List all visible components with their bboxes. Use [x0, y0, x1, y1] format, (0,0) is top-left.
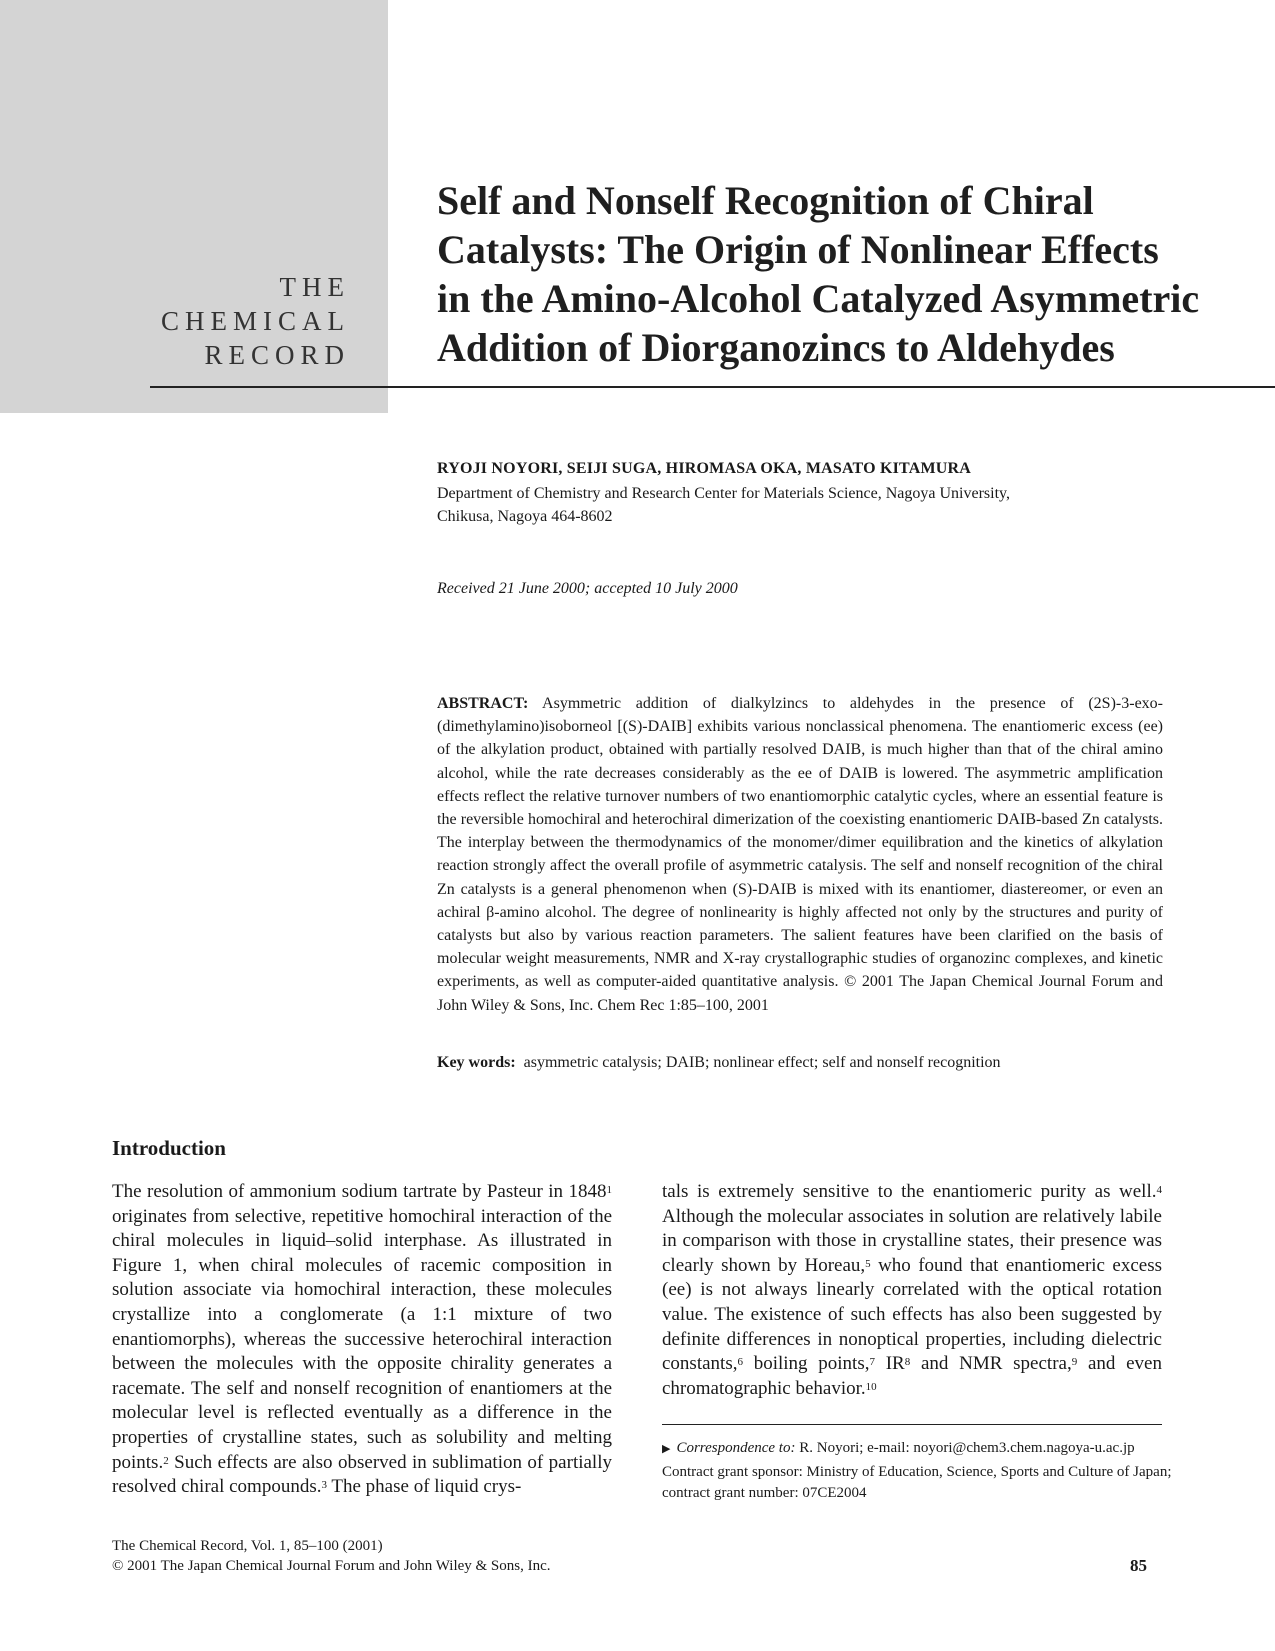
affiliation-line: Department of Chemistry and Research Center for Materials Science, Nagoya University,	[437, 485, 1010, 502]
body-text: IR	[874, 1353, 905, 1375]
introduction-column-left	[112, 1180, 612, 1500]
affiliation-line: Chikusa, Nagoya 464-8602	[437, 508, 613, 525]
keywords-text: asymmetric catalysis; DAIB; nonlinear effect; self and nonself recognition	[523, 1054, 1001, 1071]
body-text: originates from selective, repetitive homochiral interaction of the chiral molecules in liquid–solid interphase. As illustrated in Figure 1, when chiral molecules of racemic composition in solution associate via homochiral interaction, these molecules crystallize into a conglomerate (a 1:1 mixture of two enantiomorphs), whereas the successive heterochiral interaction between the molecules with the opposite chirality generates a racemate. The self and nonself recognition of enantiomers at the molecular level is reflected eventually as a difference in the properties of crystalline states, such as solubility and melting points.	[112, 1205, 612, 1473]
abstract	[437, 692, 1163, 1017]
reference-mark: 7	[869, 1356, 875, 1369]
abstract-label: ABSTRACT:	[437, 695, 529, 712]
footer-copyright: © 2001 The Japan Chemical Journal Forum and John Wiley & Sons, Inc.	[112, 1558, 551, 1574]
body-text: Such effects are also observed in sublimation of partially resolved chiral compounds.	[112, 1451, 612, 1498]
section-heading-introduction: Introduction	[112, 1136, 226, 1160]
abstract-text: Asymmetric addition of dialkylzincs to aldehydes in the presence of (2S)-3-exo-(dimethylamino)isoborneol [(S)-DAIB] exhibits various nonclassical phenomena. The enantiomeric excess (ee) of the alkylation product, obtained with partially resolved DAIB, is much higher than that of the chiral amino alcohol, while the rate decreases considerably as the ee of DAIB is lowered. The asymmetric amplification effects reflect the relative turnover numbers of two enantiomorphic catalytic cycles, where an essential feature is the reversible homochiral and heterochiral dimerization of the coexisting enantiomeric DAIB-based Zn catalysts. The interplay between the thermodynamics of the monomer/dimer equilibration and the kinetics of alkylation reaction strongly affect the overall profile of asymmetric catalysis. The self and nonself recognition of the chiral Zn catalysts is a general phenomenon when (S)-DAIB is mixed with its enantiomer, diastereomer, or even an achiral β-amino alcohol. The degree of nonlinearity is highly affected not only by the structures and purity of catalysts but also by various reaction parameters. The salient features have been clarified on the basis of molecular weight measurements, NMR and X-ray crystallographic studies of organozinc complexes, and kinetic experiments, as well as computer-aided quantitative analysis. © 2001 The Japan Chemical Journal Forum and John Wiley & Sons, Inc. Chem Rec 1:85–100, 2001	[437, 695, 1163, 1014]
reference-mark: 10	[865, 1380, 877, 1393]
body-text: and NMR spectra,	[910, 1353, 1072, 1375]
reference-mark: 2	[163, 1454, 169, 1467]
journal-logo-line: CHEMICAL	[161, 306, 350, 336]
journal-logo-line: THE	[279, 272, 350, 302]
correspondence-label: Correspondence to:	[676, 1440, 796, 1456]
received-dates: Received 21 June 2000; accepted 10 July 2000	[437, 580, 738, 597]
reference-mark: 4	[1156, 1184, 1162, 1196]
body-text: Although the molecular associates in solution are relatively labile in comparison with those in crystalline states, their presence was clearly shown by Horeau,	[662, 1205, 1162, 1276]
journal-logo	[110, 270, 350, 372]
title-line: Self and Nonself Recognition of Chiral	[437, 178, 1094, 223]
body-text: and even chromatographic behavior.	[662, 1353, 1162, 1399]
correspondence-note	[662, 1438, 1172, 1460]
title-line: Addition of Diorganozincs to Aldehydes	[437, 325, 1115, 370]
reference-mark: 8	[904, 1356, 911, 1369]
reference-mark: 9	[1071, 1356, 1078, 1369]
body-text: The resolution of ammonium sodium tartrate by Pasteur in 1848	[112, 1181, 607, 1202]
keywords-label: Key words:	[437, 1054, 516, 1071]
footnote-rule	[662, 1424, 1162, 1425]
title-rule	[150, 386, 1275, 388]
grant-sponsor-note: Contract grant sponsor: Ministry of Education, Science, Sports and Culture of Japan; contract grant number: 07CE2004	[662, 1464, 1172, 1501]
journal-logo-line: RECORD	[204, 340, 350, 370]
footer-citation: The Chemical Record, Vol. 1, 85–100 (2001)	[112, 1538, 383, 1554]
authors: RYOJI NOYORI, SEIJI SUGA, HIROMASA OKA, MASATO KITAMURA	[437, 460, 972, 477]
body-text: who found that enantiomeric excess (ee) is not always linearly correlated with the optical rotation value. The existence of such effects has also been suggested by definite differences in nonoptical properties, including dielectric constants,	[662, 1254, 1162, 1375]
reference-mark: 6	[737, 1356, 743, 1369]
title-line: Catalysts: The Origin of Nonlinear Effects	[437, 227, 1159, 272]
reference-mark: 3	[321, 1479, 327, 1492]
body-text: tals is extremely sensitive to the enantiomeric purity as well.	[662, 1181, 1157, 1202]
correspondence-text: R. Noyori; e-mail: noyori@chem3.chem.nagoya-u.ac.jp	[795, 1440, 1135, 1456]
reference-mark: 1	[606, 1184, 612, 1196]
body-text: boiling points,	[742, 1353, 870, 1375]
article-title	[437, 176, 1257, 372]
triangle-right-icon: ▶	[662, 1443, 671, 1455]
keywords	[437, 1054, 1001, 1072]
body-text: The phase of liquid crys-	[326, 1476, 522, 1498]
introduction-column-right	[662, 1180, 1162, 1401]
title-line: in the Amino-Alcohol Catalyzed Asymmetric	[437, 276, 1200, 321]
page-footer	[112, 1536, 551, 1576]
page-number: 85	[1130, 1556, 1147, 1575]
affiliation	[437, 482, 1137, 528]
reference-mark: 5	[865, 1257, 871, 1270]
